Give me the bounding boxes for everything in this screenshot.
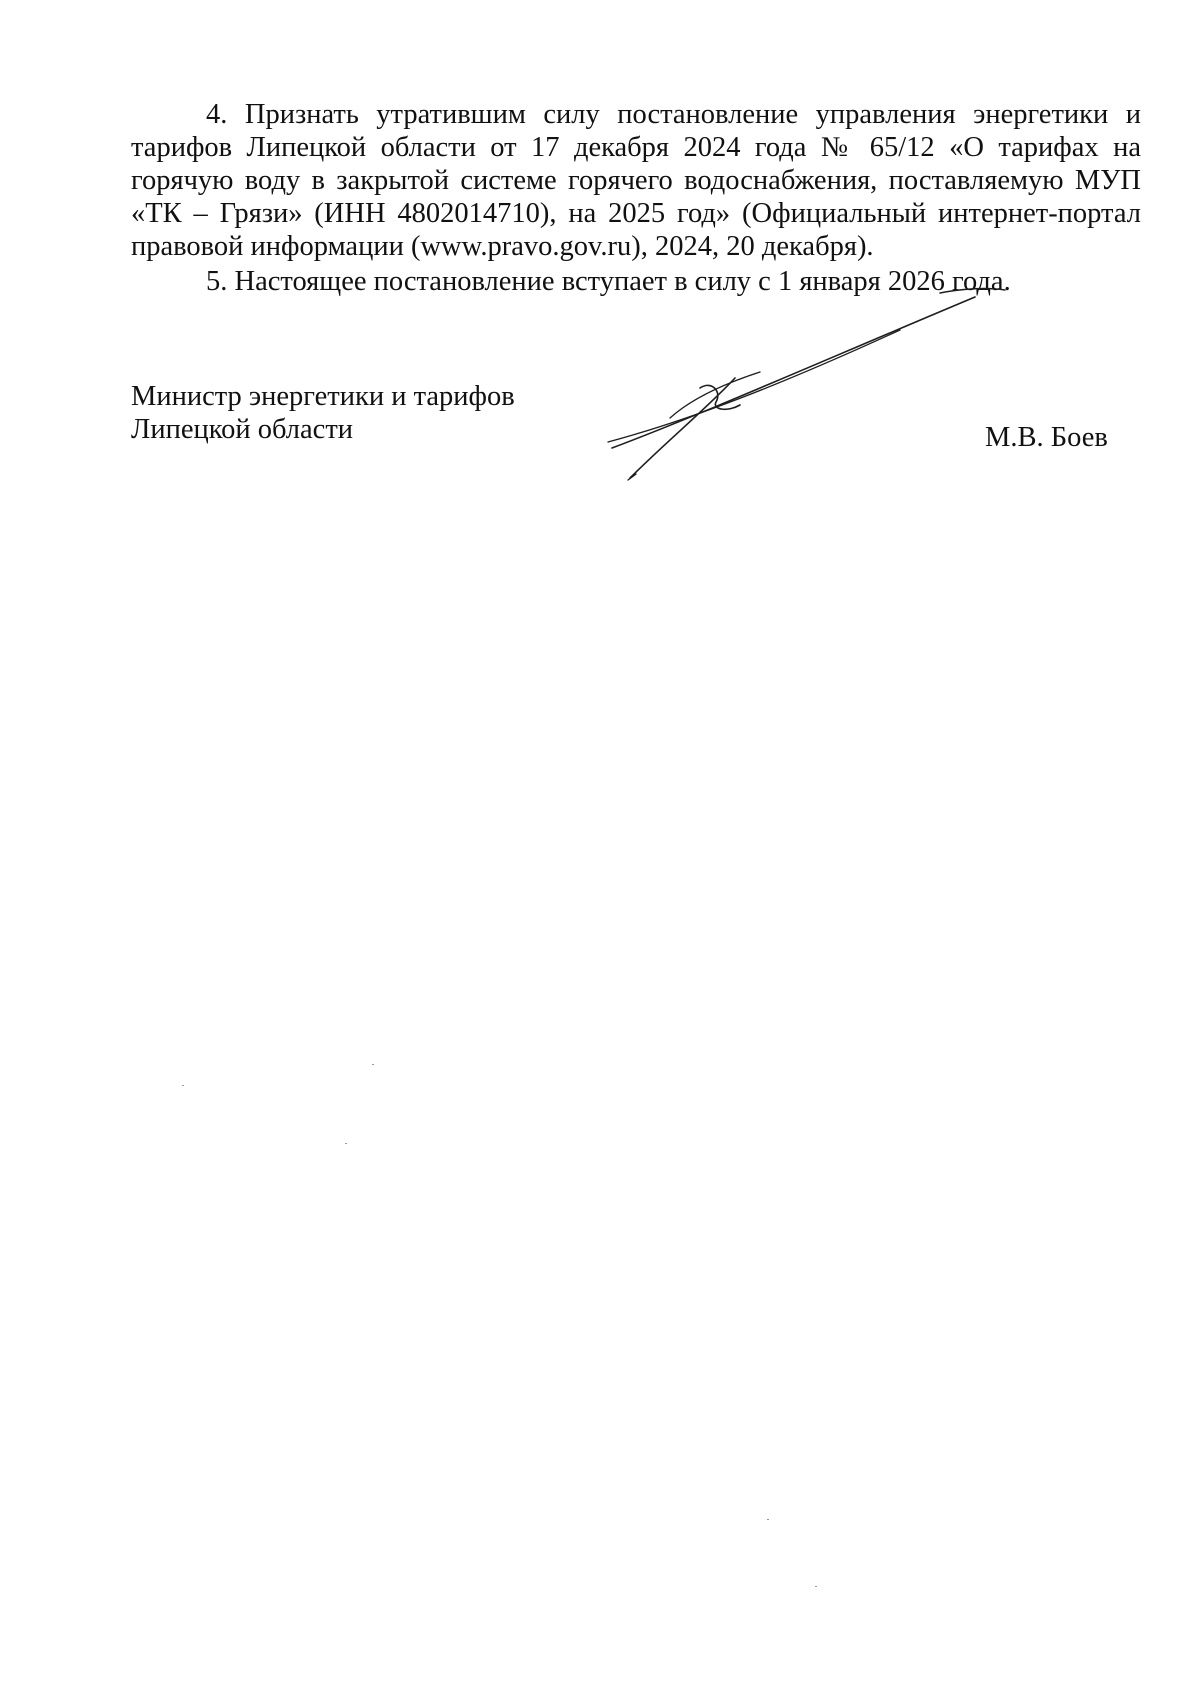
paragraph-5: 5. Настоящее постановление вступает в силу с 1 января 2026 года.	[206, 266, 1011, 297]
signer-name: М.В. Боев	[985, 422, 1108, 453]
signer-position-line-1: Министр энергетики и тарифов	[131, 381, 515, 412]
scan-speck	[182, 1085, 184, 1086]
document-body	[131, 98, 1141, 298]
signer-position	[131, 380, 515, 446]
scan-speck	[815, 1586, 817, 1587]
scan-speck	[372, 1064, 374, 1065]
paragraph-4: 4. Признать утратившим силу постановление управления энергетики и тарифов Липецкой области от 17 декабря 2024 года № 65/12 «О тарифах на горячую воду в закрытой системе горячего водоснабжения, поставляемую МУП «ТК – Грязи» (ИНН 4802014710), на 2025 год» (Официальный интернет-портал правовой информации (www.pravo.gov.ru), 2024, 20 декабря).	[131, 99, 1141, 262]
scan-speck	[767, 1519, 769, 1520]
signer-position-line-2: Липецкой области	[131, 414, 354, 445]
scan-speck	[345, 1143, 347, 1144]
